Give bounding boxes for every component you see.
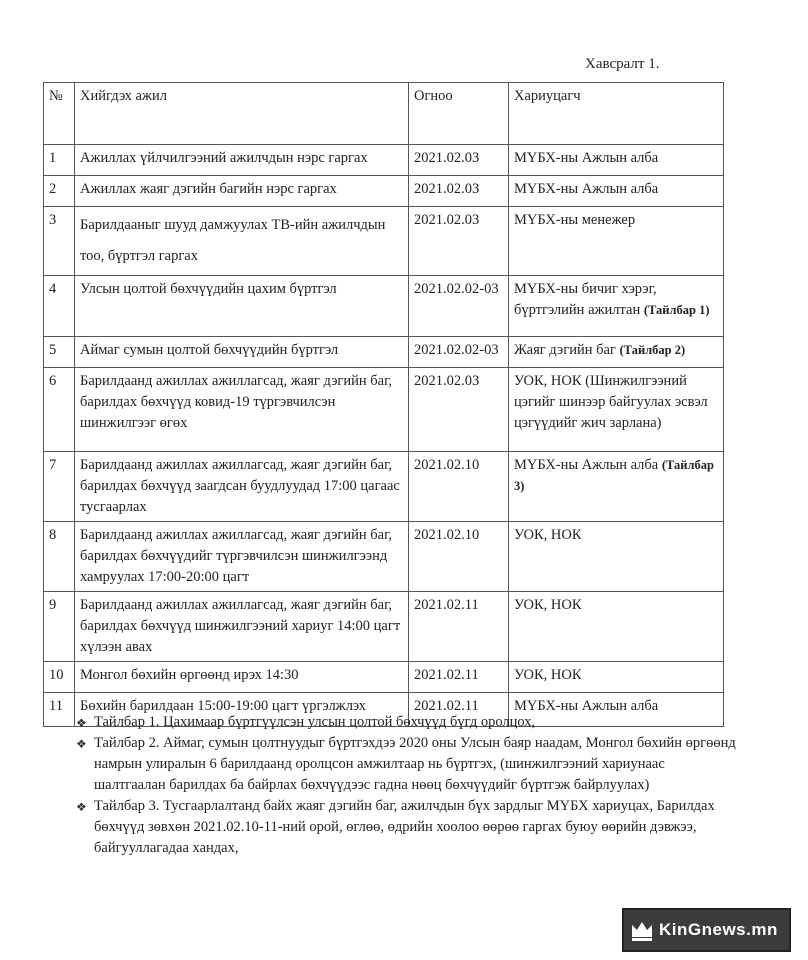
appendix-label: Хавсралт 1. — [585, 56, 660, 72]
note-text: Тайлбар 3. Тусгаарлалтанд байх жаяг дэгийн баг, ажилчдын бүх зардлыг МҮБХ хариуцах, Барилдах бөхчүүд зөвхөн 2021.02.10-11-ний орой, өглөө, өдрийн хоолоо өөрөө гаргах буюу өөрийн дэвжээ, байгууллагадаа хандах, — [94, 798, 715, 856]
row-task — [75, 207, 409, 276]
row-task: Улсын цолтой бөхчүүдийн цахим бүртгэл — [75, 276, 409, 337]
row-responsible — [509, 368, 724, 452]
row-date: 2021.02.11 — [409, 592, 509, 662]
row-no: 1 — [44, 145, 75, 176]
note-item — [76, 712, 736, 733]
row-task: Барилдаанд ажиллах ажиллагсад, жаяг дэгийн баг, барилдах бөхчүүд ковид-19 түргэвчилсэн шинжилгээг өгөх — [75, 368, 409, 452]
responsible-text: УОК, НОК (Шинжилгээний цэгийг шинээр байгуулах эсвэл цэгүүдийг жич зарлана) — [514, 373, 708, 431]
header-responsible: Хариуцагч — [509, 83, 724, 145]
header-date: Огноо — [409, 83, 509, 145]
row-no: 3 — [44, 207, 75, 276]
row-no: 7 — [44, 452, 75, 522]
row-date: 2021.02.10 — [409, 452, 509, 522]
table-row — [44, 207, 724, 276]
responsible-text: УОК, НОК — [514, 597, 582, 613]
row-no: 11 — [44, 693, 75, 727]
note-reference: (Тайлбар 3) — [514, 458, 714, 493]
row-task: Аймаг сумын цолтой бөхчүүдийн бүртгэл — [75, 337, 409, 368]
responsible-text: Жаяг дэгийн баг — [514, 342, 616, 358]
row-responsible — [509, 662, 724, 693]
responsible-text: УОК, НОК — [514, 667, 582, 683]
row-responsible — [509, 176, 724, 207]
row-date: 2021.02.03 — [409, 176, 509, 207]
row-task: Барилдаанд ажиллах ажиллагсад, жаяг дэгийн баг, барилдах бөхчүүдийг түргэвчилсэн шинжилгээнд хамруулах 17:00-20:00 цагт — [75, 522, 409, 592]
note-text: Тайлбар 1. Цахимаар бүртгүүлсэн улсын цолтой бөхчүүд бүгд оролцох, — [94, 714, 536, 730]
row-responsible — [509, 337, 724, 368]
row-date: 2021.02.11 — [409, 662, 509, 693]
task-text: Барилдааныг шууд дамжуулах ТВ-ийн ажилчдын тоо, бүртгэл гаргах — [80, 217, 386, 264]
row-no: 8 — [44, 522, 75, 592]
diamond-bullet-icon: ❖ — [76, 737, 87, 751]
row-responsible — [509, 452, 724, 522]
row-task: Монгол бөхийн өргөөнд ирэх 14:30 — [75, 662, 409, 693]
responsible-text: МҮБХ-ны Ажлын алба — [514, 150, 659, 166]
row-no: 5 — [44, 337, 75, 368]
note-text: Тайлбар 2. Аймаг, сумын цолтнуудыг бүртгэхдээ 2020 оны Улсын баяр наадам, Монгол бөхийн өргөөнд намрын улиралын 6 барилдаанд оролцсон амжилтаар нь бүртгэх, (шинжилгээний хариунаас шалтгаалан барилдах ба байрлах бөхчүүдээс гадна нөөц бөхчүүдийг бүртгэж байрлуулах) — [94, 735, 736, 793]
note-reference: (Тайлбар 1) — [643, 303, 710, 317]
table-row — [44, 522, 724, 592]
table-row — [44, 592, 724, 662]
table-row — [44, 452, 724, 522]
responsible-text: УОК, НОК — [514, 527, 582, 543]
row-responsible — [509, 592, 724, 662]
row-no: 9 — [44, 592, 75, 662]
table-header-row — [44, 83, 724, 145]
row-date: 2021.02.02-03 — [409, 337, 509, 368]
row-date: 2021.02.11 — [409, 693, 509, 727]
responsible-text: МҮБХ-ны менежер — [514, 212, 636, 228]
header-no: № — [44, 83, 75, 145]
row-no: 2 — [44, 176, 75, 207]
table-row — [44, 368, 724, 452]
row-responsible — [509, 276, 724, 337]
table-row — [44, 662, 724, 693]
responsible-text: МҮБХ-ны Ажлын алба — [514, 181, 659, 197]
header-task: Хийгдэх ажил — [75, 83, 409, 145]
row-date: 2021.02.03 — [409, 368, 509, 452]
responsible-text: МҮБХ-ны бичиг хэрэг, бүртгэлийн ажилтан — [514, 281, 657, 318]
row-task: Барилдаанд ажиллах ажиллагсад, жаяг дэгийн баг, барилдах бөхчүүд заагдсан буудлуудад 17:00 цагаас тусгаарлах — [75, 452, 409, 522]
row-date: 2021.02.03 — [409, 145, 509, 176]
row-no: 10 — [44, 662, 75, 693]
row-date: 2021.02.03 — [409, 207, 509, 276]
note-item — [76, 796, 736, 859]
watermark — [622, 908, 791, 952]
row-task: Ажиллах жаяг дэгийн багийн нэрс гаргах — [75, 176, 409, 207]
table-row — [44, 276, 724, 337]
diamond-bullet-icon: ❖ — [76, 716, 87, 730]
watermark-text: KinGnews.mn — [659, 920, 778, 939]
row-date: 2021.02.02-03 — [409, 276, 509, 337]
table-row — [44, 176, 724, 207]
responsible-text: МҮБХ-ны Ажлын алба — [514, 457, 659, 473]
row-responsible — [509, 207, 724, 276]
crown-icon — [629, 917, 655, 943]
table-row — [44, 145, 724, 176]
note-reference: (Тайлбар 2) — [619, 343, 686, 357]
row-task: Ажиллах үйлчилгээний ажилчдын нэрс гаргах — [75, 145, 409, 176]
notes-list — [76, 712, 736, 859]
row-date: 2021.02.10 — [409, 522, 509, 592]
row-responsible — [509, 522, 724, 592]
row-task: Барилдаанд ажиллах ажиллагсад, жаяг дэгийн баг, барилдах бөхчүүд шинжилгээний хариуг 14:00 цагт хүлээн авах — [75, 592, 409, 662]
table-row — [44, 337, 724, 368]
row-no: 6 — [44, 368, 75, 452]
row-task: Бөхийн барилдаан 15:00-19:00 цагт үргэлжлэх — [75, 693, 409, 727]
responsible-text: МҮБХ-ны Ажлын алба — [514, 698, 659, 714]
row-responsible — [509, 145, 724, 176]
schedule-table — [43, 82, 724, 727]
note-item — [76, 733, 736, 796]
diamond-bullet-icon: ❖ — [76, 800, 87, 814]
row-no: 4 — [44, 276, 75, 337]
